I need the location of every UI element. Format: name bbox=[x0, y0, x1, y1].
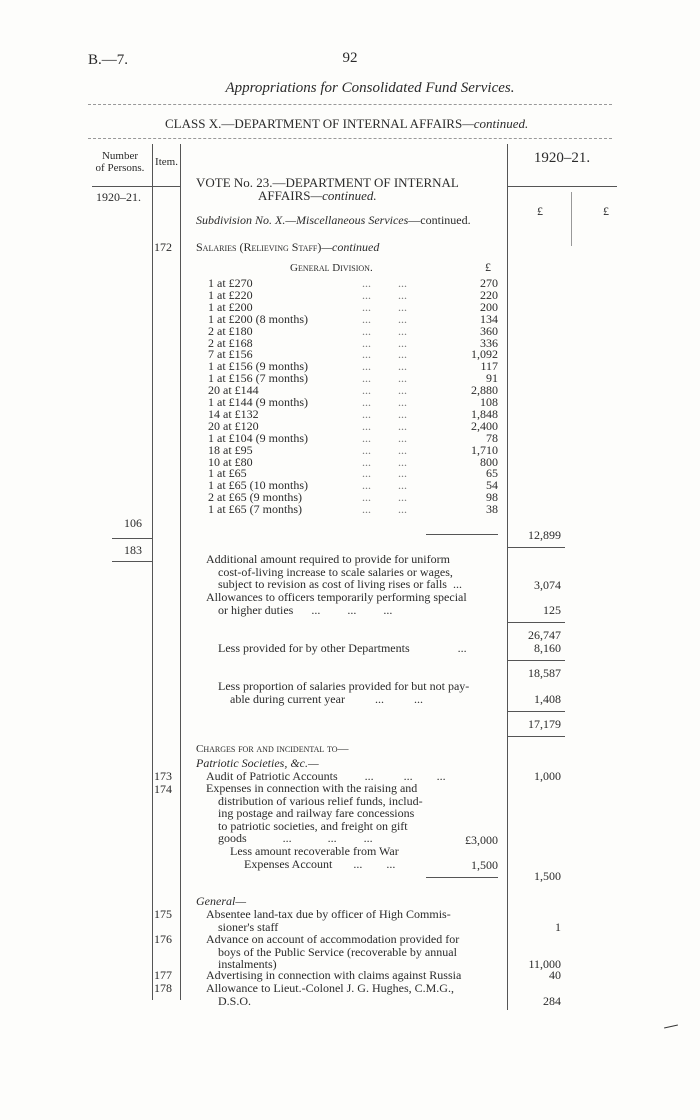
less-other-text: Less provided for by other Departments bbox=[218, 641, 410, 655]
year-header-left: 1920–21. bbox=[96, 190, 141, 204]
salary-row-leader: ... ... bbox=[362, 287, 407, 302]
salary-row-desc: 2 at £180 bbox=[208, 323, 253, 338]
header-rule bbox=[88, 104, 612, 105]
general-item-amount: 11,000 bbox=[528, 957, 561, 972]
salaries-heading-text: Salaries (Relieving Staff) bbox=[196, 240, 322, 254]
salary-row-amount: 108 bbox=[480, 395, 498, 409]
year-header-right: 1920–21. bbox=[533, 150, 591, 166]
persons-column-header bbox=[90, 150, 150, 174]
salary-row-amount: 336 bbox=[480, 335, 498, 350]
salary-row-amount: 2,400 bbox=[471, 418, 498, 433]
header-underline-right bbox=[507, 186, 617, 187]
less-war-line1: Less amount recoverable from War bbox=[230, 844, 399, 858]
salary-row-desc: 7 at £156 bbox=[208, 347, 253, 362]
salary-row-leader: ... ... bbox=[362, 466, 407, 481]
salary-row-desc: 1 at £156 (7 months) bbox=[208, 371, 308, 386]
salary-row-amount: 270 bbox=[480, 276, 498, 290]
allowances-line2-text: or higher duties bbox=[218, 602, 294, 617]
general-subheading: General— bbox=[196, 894, 246, 908]
page-number: 92 bbox=[342, 50, 358, 66]
salary-row-desc: 1 at £220 bbox=[208, 287, 253, 302]
relief-rule bbox=[426, 877, 498, 878]
persons-header-line2: of Persons. bbox=[95, 162, 145, 174]
class-heading bbox=[165, 116, 528, 132]
class-heading-text: CLASS X.—DEPARTMENT OF INTERNAL AFFAIRS bbox=[165, 116, 463, 131]
less-proportion-line1: Less proportion of salaries provided for but not pay- bbox=[218, 679, 470, 693]
charges-heading: Charges for and incidental to— bbox=[196, 743, 349, 755]
item-number-172: 172 bbox=[154, 240, 172, 254]
salary-row-amount: 800 bbox=[480, 454, 498, 469]
less-war-amount: 1,500 bbox=[471, 858, 498, 872]
salary-row-desc: 1 at £270 bbox=[208, 276, 253, 290]
vote-heading-line1: VOTE No. 23.—DEPARTMENT OF INTERNAL bbox=[196, 175, 459, 190]
salary-row-desc: 14 at £132 bbox=[208, 406, 259, 421]
general-item-text: Allowance to Lieut.-Colonel J. G. Hughes, C.M.G., bbox=[206, 981, 454, 995]
salary-row-desc: 1 at £144 (9 months) bbox=[208, 395, 308, 409]
relief-line1: Expenses in connection with the raising and bbox=[206, 781, 418, 795]
patriotic-subheading: Patriotic Societies, &c.— bbox=[196, 756, 319, 770]
vote-heading-line2 bbox=[258, 188, 377, 204]
cost-of-living-line2: cost-of-living increase to scale salaries or wages, bbox=[218, 564, 453, 579]
sum2-amount: 18,587 bbox=[528, 666, 561, 680]
less-other-departments: Less provided for by other Departments ... bbox=[218, 641, 467, 655]
salary-row-leader: ... ... bbox=[362, 323, 407, 338]
salaries-pound-sign: £ bbox=[485, 260, 491, 274]
general-item-text: D.S.O. bbox=[218, 993, 252, 1008]
salary-row-amount: 360 bbox=[480, 323, 498, 338]
salary-row-amount: 1,092 bbox=[471, 347, 498, 362]
subdivision-text: Subdivision No. X.—Miscellaneous Services bbox=[196, 213, 409, 227]
header-underline-left bbox=[92, 186, 180, 187]
salary-row-desc: 1 at £65 (10 months) bbox=[208, 478, 308, 493]
relief-line3: ing postage and railway fare concessions bbox=[218, 806, 415, 821]
general-item-text: Advertising in connection with claims against Russia bbox=[206, 968, 462, 982]
salary-row-leader: ... ... bbox=[362, 478, 407, 493]
salaries-heading-continued: —continued bbox=[321, 240, 380, 254]
salary-row-leader: ... ... bbox=[362, 430, 407, 445]
salary-row-leader: ... ... bbox=[362, 454, 407, 469]
salary-row-amount: 1,848 bbox=[471, 406, 498, 421]
salary-row-amount: 117 bbox=[480, 359, 498, 374]
subdivision-continued: —continued. bbox=[408, 213, 471, 227]
general-item-number: 177 bbox=[154, 968, 172, 982]
persons-rule-1 bbox=[112, 538, 152, 539]
salary-row-leader: ... ... bbox=[362, 490, 407, 505]
salary-row-desc: 20 at £120 bbox=[208, 418, 259, 433]
less-war-line2-text: Expenses Account bbox=[244, 856, 333, 871]
relief-net-amount: 1,500 bbox=[534, 869, 561, 883]
salary-row-amount: 65 bbox=[486, 466, 498, 481]
salary-row-leader: ... ... bbox=[362, 442, 407, 457]
less-war-text bbox=[230, 845, 399, 870]
salaries-total-rule bbox=[507, 547, 565, 548]
general-item-number: 178 bbox=[154, 981, 172, 995]
column-rule-item bbox=[180, 144, 181, 1000]
relief-gross-amount: £3,000 bbox=[465, 833, 498, 847]
salary-row-amount: 91 bbox=[486, 371, 498, 386]
class-heading-continued: —continued. bbox=[462, 116, 529, 131]
net-underline bbox=[507, 736, 565, 737]
vote-heading-affairs: AFFAIRS bbox=[258, 188, 311, 203]
salary-row-desc: 1 at £65 (7 months) bbox=[208, 502, 302, 517]
salary-row-desc: 1 at £200 (8 months) bbox=[208, 311, 308, 326]
general-item-text: instalments) bbox=[218, 957, 277, 972]
salary-row-leader: ... ... bbox=[362, 359, 407, 374]
salary-row-desc: 2 at £168 bbox=[208, 335, 253, 350]
less-proportion-text bbox=[218, 680, 469, 705]
salary-row-amount: 200 bbox=[480, 299, 498, 314]
item-number-173: 173 bbox=[154, 769, 172, 783]
page-reference: B.—7. bbox=[88, 52, 129, 68]
cost-of-living-text bbox=[206, 553, 462, 591]
relief-line4: to patriotic societies, and freight on gift bbox=[218, 818, 408, 833]
relief-line5: goods ... ... ... bbox=[218, 831, 373, 846]
vote-heading-continued: —continued. bbox=[310, 188, 377, 203]
persons-rule-2 bbox=[112, 561, 152, 562]
cost-of-living-line3-text: subject to revision as cost of living rises or falls bbox=[218, 577, 447, 591]
salary-row-leader: ... ... bbox=[362, 406, 407, 421]
persons-subtotal: 106 bbox=[124, 516, 142, 530]
salary-row-amount: 98 bbox=[486, 490, 498, 505]
salary-row-desc: 18 at £95 bbox=[208, 442, 253, 457]
salary-row-amount: 78 bbox=[486, 430, 498, 445]
general-item-text: sioner's staff bbox=[218, 919, 279, 934]
allowances-amount: 125 bbox=[543, 603, 561, 617]
salaries-rule bbox=[426, 534, 498, 535]
net-rule bbox=[507, 711, 565, 712]
page-title: Appropriations for Consolidated Fund Services. bbox=[225, 80, 515, 96]
relief-line5-text: goods bbox=[218, 831, 247, 846]
salary-row-desc: 10 at £80 bbox=[208, 454, 253, 469]
salary-row-amount: 134 bbox=[480, 311, 498, 326]
column-rule-pounds bbox=[571, 192, 572, 246]
salary-row-desc: 1 at £156 (9 months) bbox=[208, 359, 308, 374]
column-rule-persons bbox=[152, 144, 153, 1000]
salary-row-desc: 1 at £65 bbox=[208, 466, 247, 481]
margin-mark bbox=[664, 1025, 678, 1029]
salary-row-amount: 38 bbox=[486, 502, 498, 517]
persons-header-line1: Number bbox=[101, 150, 139, 162]
less-proportion-line2-text: able during current year bbox=[230, 691, 345, 706]
sum1-amount: 26,747 bbox=[528, 628, 561, 642]
salary-row-leader: ... ... bbox=[362, 502, 407, 517]
salary-row-leader: ... ... bbox=[362, 383, 407, 398]
item-number-174: 174 bbox=[154, 782, 172, 796]
item-column-header: Item. bbox=[155, 156, 178, 168]
salary-row-amount: 2,880 bbox=[471, 383, 498, 398]
allowances-line2: or higher duties ... ... ... bbox=[218, 602, 393, 617]
general-item-number: 175 bbox=[154, 907, 172, 921]
salary-row-desc: 20 at £144 bbox=[208, 383, 259, 398]
salary-row-leader: ... ... bbox=[362, 395, 407, 409]
allowances-text bbox=[206, 591, 467, 616]
general-item-text: boys of the Public Service (recoverable by annual bbox=[218, 944, 457, 959]
salary-row-leader: ... ... bbox=[362, 311, 407, 326]
subdivision-heading bbox=[196, 213, 471, 228]
salary-row-amount: 54 bbox=[486, 478, 498, 493]
sum1-rule bbox=[507, 622, 565, 623]
class-rule bbox=[88, 138, 612, 139]
net-amount: 17,179 bbox=[528, 717, 561, 731]
salary-row-leader: ... ... bbox=[362, 371, 407, 386]
general-item-amount: 284 bbox=[543, 993, 561, 1008]
salary-row-leader: ... ... bbox=[362, 299, 407, 314]
salaries-total: 12,899 bbox=[528, 528, 561, 542]
general-item-text: Advance on account of accommodation provided for bbox=[206, 932, 460, 946]
cost-of-living-line3: subject to revision as cost of living rises or falls ... bbox=[218, 577, 462, 591]
general-item-amount: 1 bbox=[555, 919, 561, 934]
general-item-text: Absentee land-tax due by officer of High Commis- bbox=[206, 907, 451, 921]
audit-amount: 1,000 bbox=[534, 769, 561, 783]
audit-text-label: Audit of Patriotic Accounts bbox=[206, 769, 338, 783]
general-item-number: 176 bbox=[154, 932, 172, 946]
salary-row-leader: ... ... bbox=[362, 347, 407, 362]
salaries-heading bbox=[196, 240, 379, 255]
audit-text: Audit of Patriotic Accounts ... ... ... bbox=[206, 769, 446, 783]
salary-row-amount: 1,710 bbox=[471, 442, 498, 457]
persons-total: 183 bbox=[124, 543, 142, 557]
salary-row-leader: ... ... bbox=[362, 335, 407, 350]
less-proportion-amount: 1,408 bbox=[534, 692, 561, 706]
cost-of-living-amount: 3,074 bbox=[534, 578, 561, 592]
relief-text bbox=[206, 782, 423, 845]
salary-row-amount: 220 bbox=[480, 287, 498, 302]
cost-of-living-line1: Additional amount required to provide for uniform bbox=[206, 552, 450, 566]
pound-sign-col1: £ bbox=[537, 204, 543, 218]
salary-row-desc: 1 at £200 bbox=[208, 299, 253, 314]
less-proportion-line2: able during current year ... ... bbox=[230, 691, 423, 706]
general-division-heading: General Division. bbox=[290, 262, 373, 274]
relief-line2: distribution of various relief funds, includ- bbox=[218, 793, 423, 808]
salary-row-desc: 1 at £104 (9 months) bbox=[208, 430, 308, 445]
allowances-line1: Allowances to officers temporarily performing special bbox=[206, 590, 467, 604]
sum2-rule bbox=[507, 660, 565, 661]
less-war-line2: Expenses Account ... ... bbox=[244, 856, 396, 871]
salary-row-desc: 2 at £65 (9 months) bbox=[208, 490, 302, 505]
pound-sign-col2: £ bbox=[603, 204, 609, 218]
salary-row-leader: ... ... bbox=[362, 418, 407, 433]
less-other-amount: 8,160 bbox=[534, 641, 561, 655]
salary-row-leader: ... ... bbox=[362, 276, 407, 290]
general-item-amount: 40 bbox=[549, 968, 561, 982]
